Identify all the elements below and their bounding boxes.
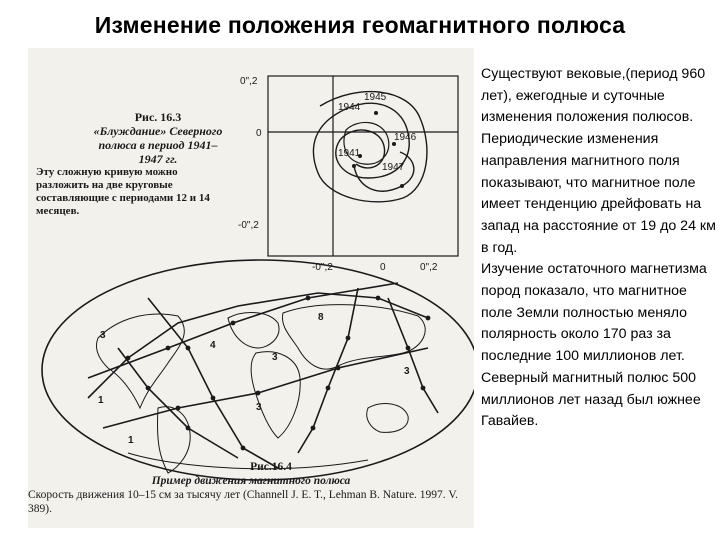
plot-year-label: 1947: [382, 162, 405, 173]
plot-x-right-label: 0",2: [420, 262, 438, 273]
body-paragraph: Изучение остаточного магнетизма пород показало, что магнитное поле Земли полностью меняло полярность около 170 раз за последние 100 миллионов лет. Северный магнитный полюс 500 миллионов лет назад был южнее Гавайев.: [481, 261, 707, 430]
plot-year-label: 1945: [364, 92, 387, 103]
figure-top-caption-line: полюса в период 1941–: [98, 138, 218, 152]
figure-top-note: Эту сложную кривую можно разложить на две круговые составляющие с периодами 12 и 14 месяцев.: [36, 166, 210, 217]
figure-bottom-number: Рис.16.4: [250, 461, 292, 473]
figure-bottom-title: Пример движения магнитного полюса: [151, 475, 351, 487]
figure-bottom-credit: Скорость движения 10–15 см за тысячу лет (Channell J. E. T., Lehman B. Nature. 1997. V. 389).: [28, 489, 459, 515]
map-label: 3: [272, 352, 278, 363]
pole-paths: [88, 283, 438, 468]
plot-year-label: 1941: [338, 148, 361, 159]
map-label: 4: [210, 340, 216, 351]
figure-top-caption-line: «Блуждание» Северного: [93, 124, 223, 138]
plot-y-bottom-label: -0",2: [238, 220, 259, 231]
polar-wander-plot: [28, 48, 474, 528]
pole-path-points: [126, 296, 431, 451]
map-label: 3: [404, 366, 410, 377]
plot-y-mid-label: 0: [256, 128, 262, 139]
scanned-figure-panel: [28, 48, 474, 528]
plot-x-left-label: -0",2: [312, 262, 333, 273]
slide-title: Изменение положения геомагнитного полюса: [94, 12, 626, 38]
figure-top-caption-line: 1947 гг.: [138, 152, 178, 166]
map-label: 1: [98, 395, 104, 406]
body-paragraph: Существуют вековые,(период 960 лет), ежегодные и суточные изменения положения полюсов. Периодические изменения направления магнитного поля показывают, что магнитное поле имеет тенденцию дрейфовать на запад на расстояние от 19 до 24 км в год.: [481, 66, 716, 256]
plot-x-mid-label: 0: [380, 262, 386, 273]
map-label: 3: [256, 402, 262, 413]
figure-top-number: Рис. 16.3: [134, 110, 182, 124]
plot-year-label: 1946: [394, 132, 417, 143]
map-label: 8: [318, 312, 324, 323]
plot-year-label: 1944: [338, 102, 361, 113]
wander-curve-outer: [313, 92, 426, 202]
map-label: 1: [128, 435, 134, 446]
plot-frame: [268, 76, 458, 256]
figure-bottom-caption: [28, 460, 474, 516]
body-text: [481, 64, 717, 433]
plot-y-top-label: 0",2: [240, 76, 258, 87]
map-label: 3: [100, 330, 106, 341]
world-map: [42, 260, 474, 480]
